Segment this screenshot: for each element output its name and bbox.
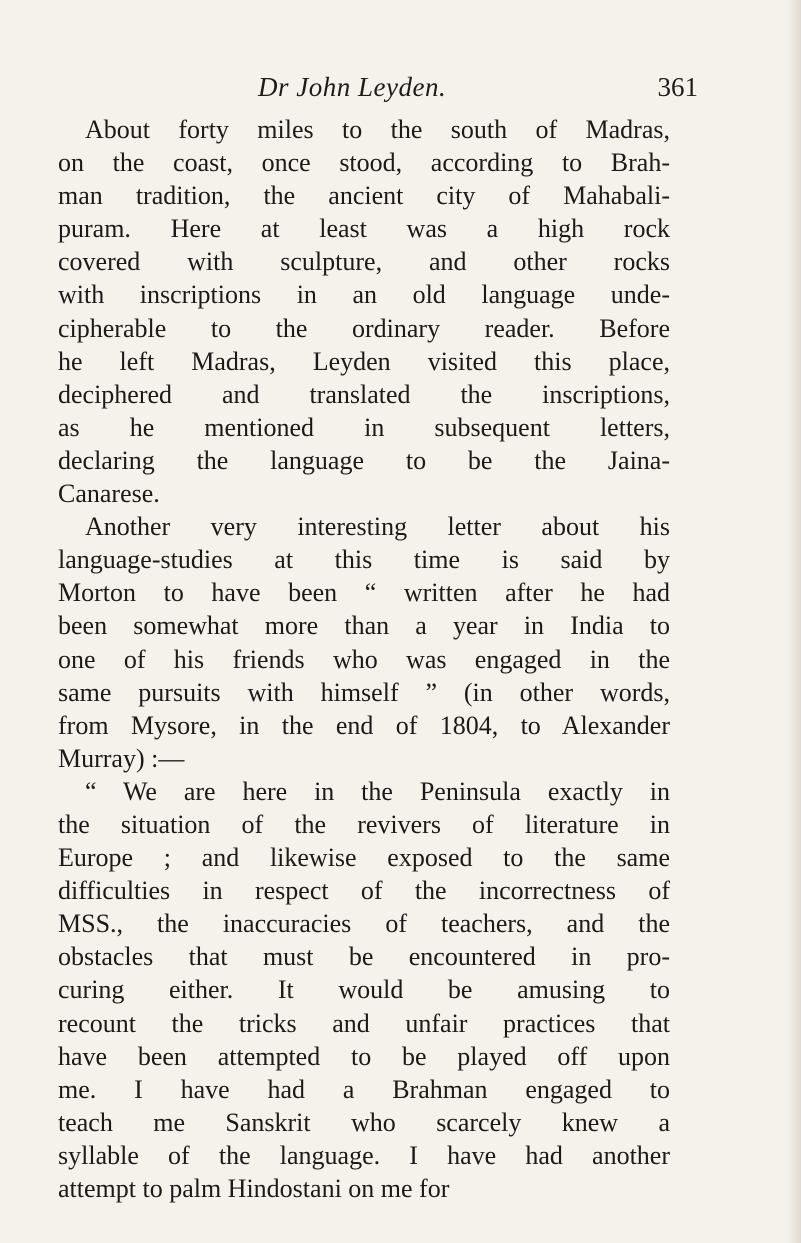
text-line: syllable of the language. I have had another [58,1140,670,1170]
running-title: Dr John Leyden. [258,72,447,102]
text-line: recount the tricks and unfair practices that [58,1008,670,1038]
text-line: the situation of the revivers of literature in [58,809,670,839]
text-line: Murray) :— [58,743,185,773]
text-line: deciphered and translated the inscriptions, [58,379,670,409]
page-edge-shadow [787,0,801,1243]
text-line: difficulties in respect of the incorrectness of [58,876,670,906]
text-line: declaring the language to be the Jaina- [58,445,670,475]
text-line: one of his friends who was engaged in the [58,644,670,674]
text-line: MSS., the inaccuracies of teachers, and the [58,909,670,939]
text-line: man tradition, the ancient city of Mahabali- [58,181,670,211]
text-line: same pursuits with himself ” (in other words, [58,677,670,707]
text-line: on the coast, once stood, according to Brah- [58,148,670,178]
text-line: have been attempted to be played off upon [58,1041,670,1071]
paragraph [58,113,670,510]
text-line: obstacles that must be encountered in pro- [58,942,670,972]
text-line: cipherable to the ordinary reader. Before [58,313,670,343]
paragraph [58,775,670,1205]
text-line: teach me Sanskrit who scarcely knew a [58,1107,670,1137]
text-line: “ We are here in the Peninsula exactly in [85,776,670,806]
text-line: Morton to have been “ written after he had [58,578,670,608]
page-number: 361 [657,72,698,102]
text-line: attempt to palm Hindostani on me for [58,1174,450,1203]
text-line: covered with sculpture, and other rocks [58,247,670,277]
text-line: with inscriptions in an old language unde- [58,280,670,310]
text-line: language-studies at this time is said by [58,545,670,575]
text-line: me. I have had a Brahman engaged to [58,1074,670,1104]
text-line: Canarese. [58,479,160,509]
text-line: from Mysore, in the end of 1804, to Alexander [58,710,670,740]
paragraph [58,510,670,775]
text-line: Europe ; and likewise exposed to the same [58,843,670,873]
text-line: as he mentioned in subsequent letters, [58,412,670,442]
text-line: curing either. It would be amusing to [58,975,670,1005]
text-line: been somewhat more than a year in India to [58,611,670,641]
text-line: Another very interesting letter about his [85,512,670,542]
text-line: he left Madras, Leyden visited this place, [58,346,670,376]
body-text [58,113,670,1205]
text-line: puram. Here at least was a high rock [58,214,670,244]
text-line: About forty miles to the south of Madras, [85,115,670,144]
running-header [258,72,698,112]
